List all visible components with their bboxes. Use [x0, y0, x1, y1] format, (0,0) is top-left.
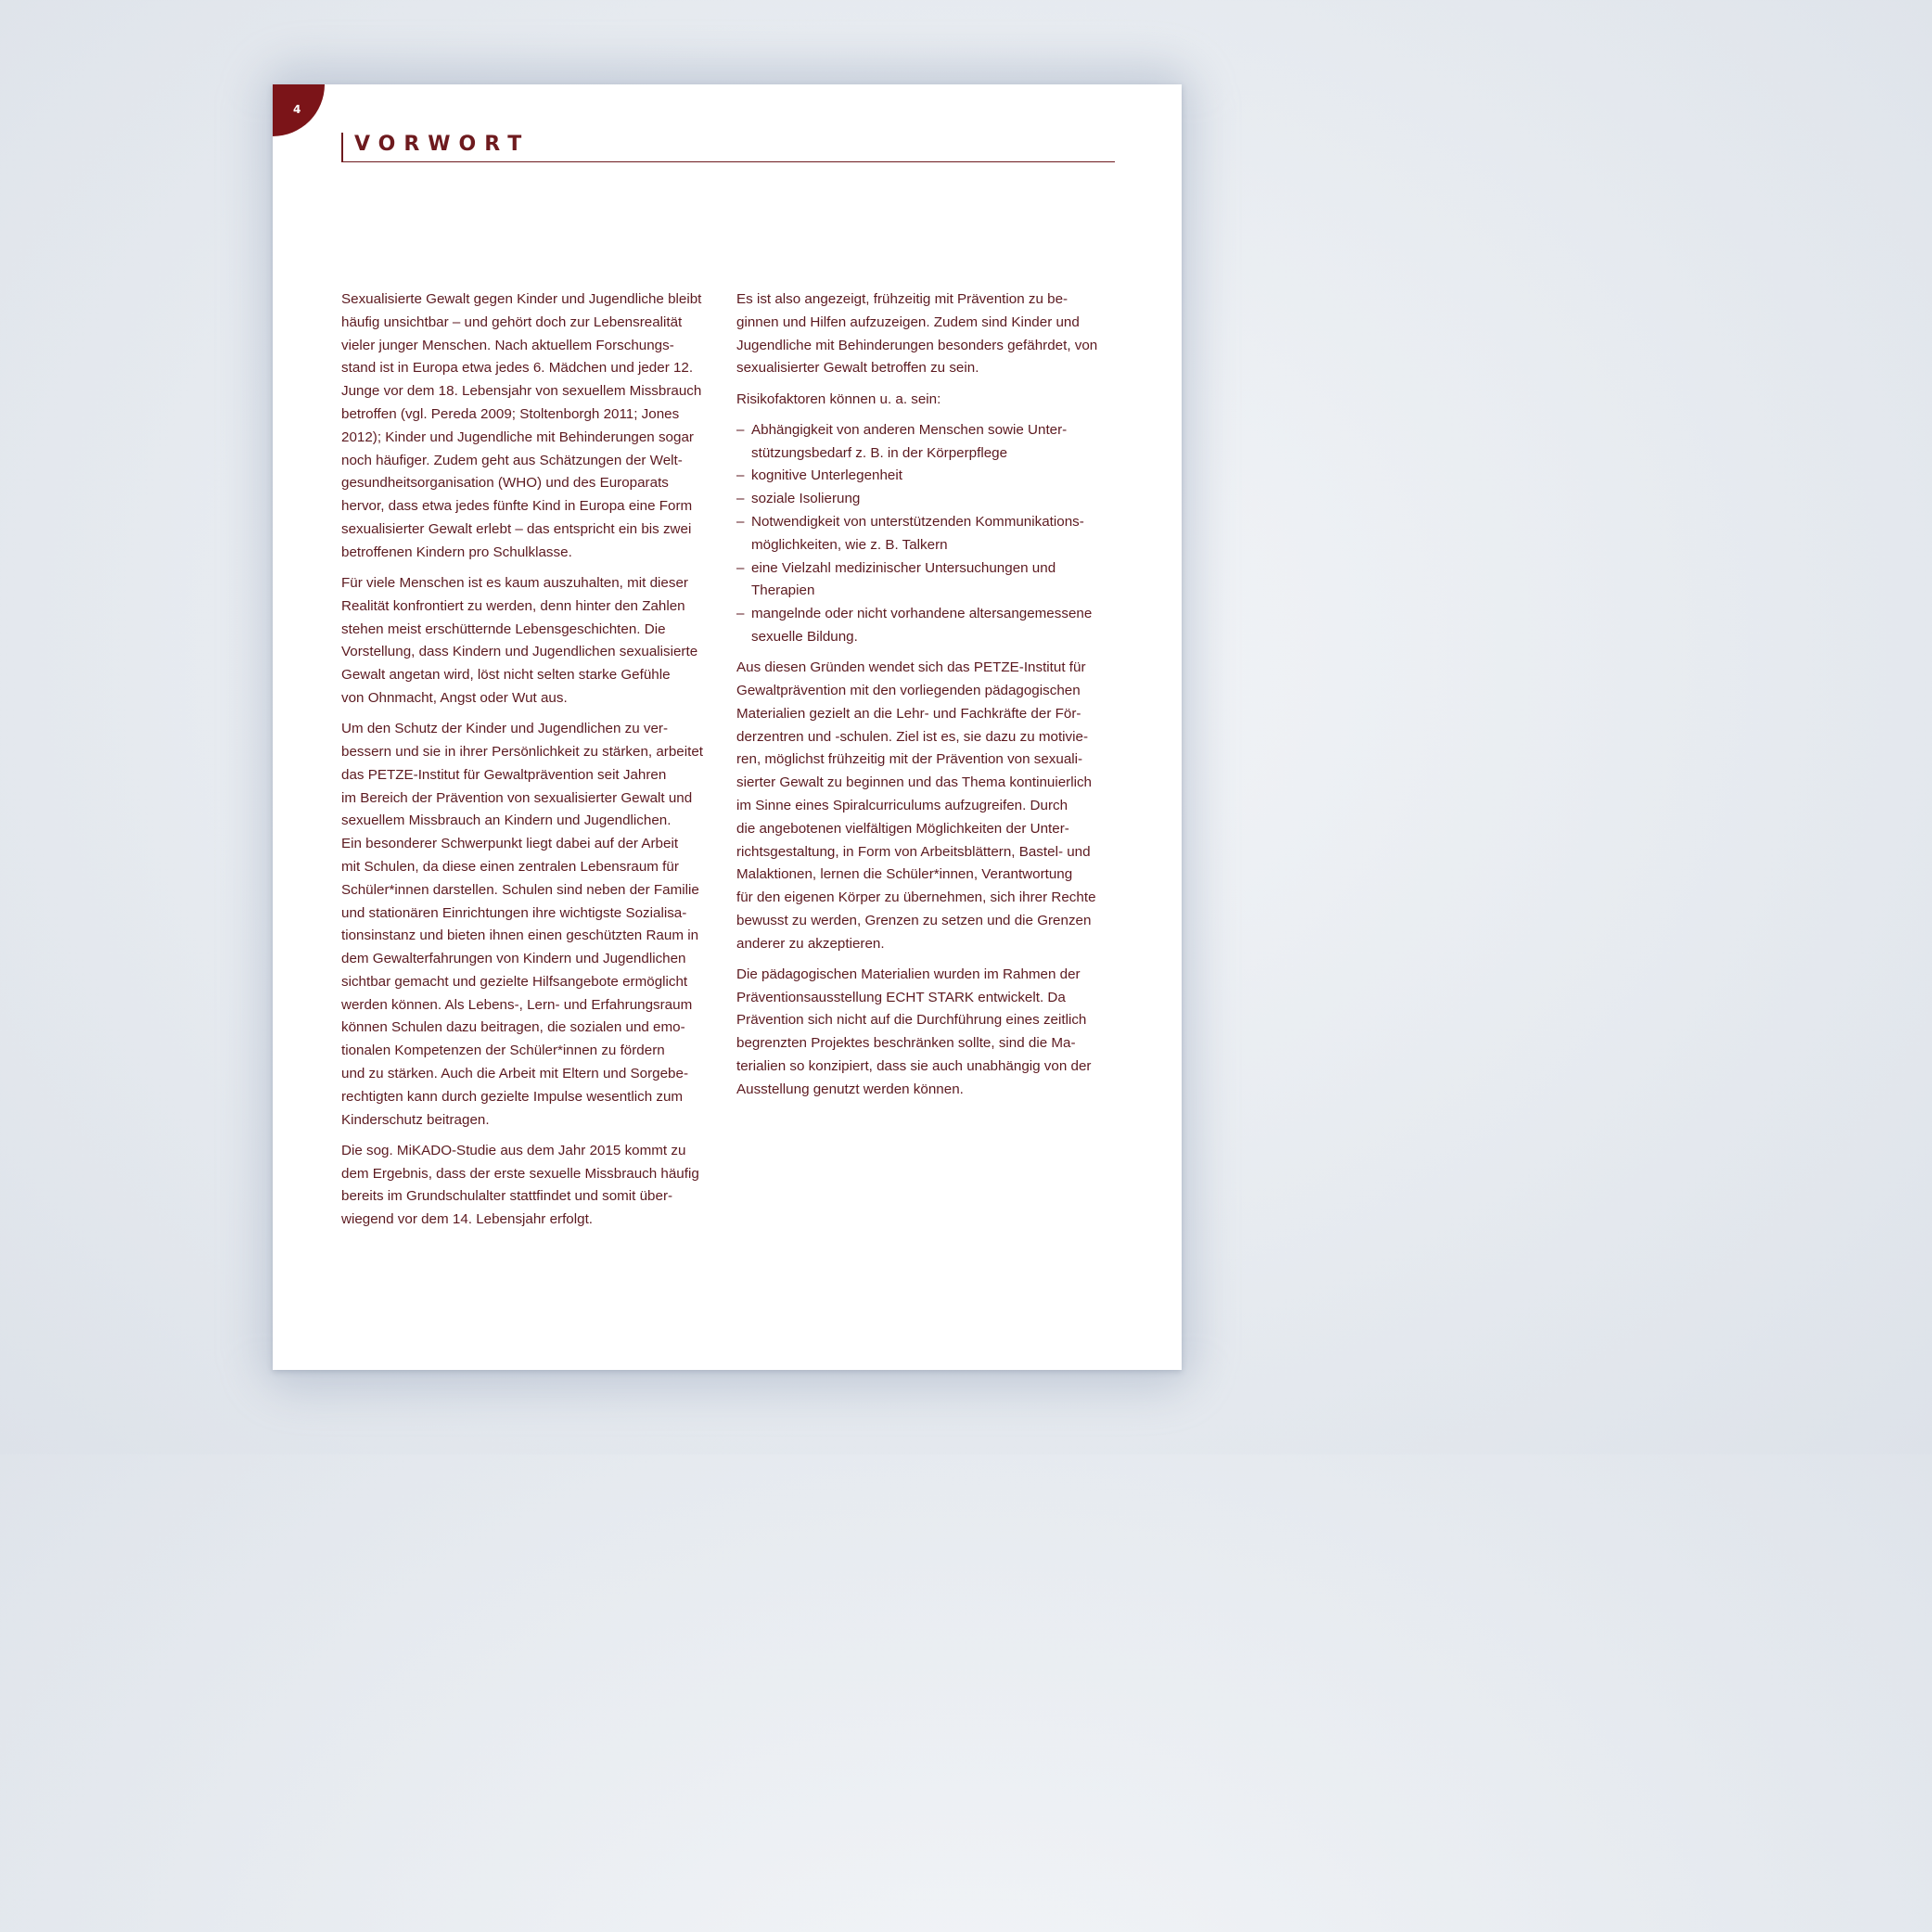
text-line: Ein besonderer Schwerpunkt liegt dabei auf der Arbeit — [341, 836, 679, 852]
paragraph — [736, 288, 1115, 380]
text-line: werden können. Als Lebens-, Lern- und Erfahrungsraum — [341, 996, 693, 1013]
text-line: häufig unsichtbar – und gehört doch zur Lebensrealität — [341, 313, 683, 330]
paragraph — [736, 964, 1115, 1102]
text-line: 2012); Kinder und Jugendliche mit Behinderungen sogar — [341, 429, 694, 445]
paragraph — [341, 1140, 720, 1232]
text-line: tionalen Kompetenzen der Schüler*innen zu fördern — [341, 1043, 665, 1059]
text-line: mit Schulen, da diese einen zentralen Lebensraum für — [341, 858, 679, 875]
text-line: noch häufiger. Zudem geht aus Schätzungen der Welt- — [341, 452, 683, 468]
text-line: Präventionsausstellung ECHT STARK entwickelt. Da — [736, 989, 1066, 1005]
text-line: im Bereich der Prävention von sexualisierter Gewalt und — [341, 789, 693, 806]
paragraph — [341, 572, 720, 710]
list-item — [736, 488, 1115, 511]
paragraph — [736, 389, 1115, 412]
page-title: VORWORT — [354, 133, 531, 156]
text-line: richtsgestaltung, in Form von Arbeitsblättern, Bastel- und — [736, 843, 1091, 860]
text-line: und stationären Einrichtungen ihre wichtigste Sozialisa- — [341, 904, 687, 921]
text-line: können Schulen dazu beitragen, die sozialen und emo- — [341, 1019, 685, 1036]
text-line: stützungsbedarf z. B. in der Körperpflege — [751, 444, 1008, 461]
text-line: möglichkeiten, wie z. B. Talkern — [751, 536, 948, 553]
text-line: sichtbar gemacht und gezielte Hilfsangebote ermöglicht — [341, 973, 688, 990]
text-line: die angebotenen vielfältigen Möglichkeiten der Unter- — [736, 820, 1069, 837]
text-line: stehen meist erschütternde Lebensgeschichten. Die — [341, 621, 666, 637]
text-line: Materialien gezielt an die Lehr- und Fachkräfte der För- — [736, 705, 1081, 722]
text-line: sexuellem Missbrauch an Kindern und Jugendlichen. — [341, 812, 672, 829]
text-line: im Sinne eines Spiralcurriculums aufzugreifen. Durch — [736, 797, 1068, 813]
text-line: wiegend vor dem 14. Lebensjahr erfolgt. — [341, 1211, 594, 1228]
text-line: Junge vor dem 18. Lebensjahr von sexuellem Missbrauch — [341, 383, 702, 400]
text-line: Therapien — [751, 582, 815, 599]
text-line: Malaktionen, lernen die Schüler*innen, Verantwortung — [736, 866, 1073, 883]
text-line: Realität konfrontiert zu werden, denn hinter den Zahlen — [341, 597, 685, 614]
text-line: vieler junger Menschen. Nach aktuellem Forschungs- — [341, 337, 674, 353]
text-line: – eine Vielzahl medizinischer Untersuchungen und — [751, 559, 1056, 576]
text-line: – mangelnde oder nicht vorhandene altersangemessene — [751, 606, 1093, 622]
text-line: anderer zu akzeptieren. — [736, 935, 885, 952]
text-line: Es ist also angezeigt, frühzeitig mit Prävention zu be- — [736, 291, 1068, 307]
text-line: betroffen (vgl. Pereda 2009; Stoltenborgh 2011; Jones — [341, 405, 680, 422]
text-line: bereits im Grundschulalter stattfindet und somit über- — [341, 1188, 673, 1205]
text-line: sexuelle Bildung. — [751, 628, 858, 645]
text-line: bessern und sie in ihrer Persönlichkeit zu stärken, arbeitet — [341, 743, 704, 760]
text-line: Die pädagogischen Materialien wurden im Rahmen der — [736, 966, 1081, 982]
list-item — [736, 465, 1115, 488]
text-line: – Notwendigkeit von unterstützenden Kommunikations- — [751, 513, 1084, 530]
text-line: terialien so konzipiert, dass sie auch unabhängig von der — [736, 1058, 1092, 1075]
text-line: hervor, dass etwa jedes fünfte Kind in Europa eine Form — [341, 498, 693, 515]
text-line: rechtigten kann durch gezielte Impulse wesentlich zum — [341, 1088, 684, 1105]
text-line: Gewalt angetan wird, löst nicht selten starke Gefühle — [341, 667, 671, 684]
text-line: ginnen und Hilfen aufzuzeigen. Zudem sind Kinder und — [736, 313, 1080, 330]
section-header — [341, 133, 1115, 162]
paragraph — [341, 718, 720, 1132]
page-corner-tab — [273, 84, 325, 136]
text-line: – kognitive Unterlegenheit — [751, 467, 902, 484]
text-line: derzentren und -schulen. Ziel ist es, sie dazu zu motivie- — [736, 728, 1089, 745]
text-line: Vorstellung, dass Kindern und Jugendlichen sexualisierte — [341, 644, 698, 660]
text-line: stand ist in Europa etwa jedes 6. Mädchen und jeder 12. — [341, 360, 694, 377]
text-line: Schüler*innen darstellen. Schulen sind neben der Familie — [341, 881, 699, 898]
text-line: Die sog. MiKADO-Studie aus dem Jahr 2015 kommt zu — [341, 1142, 686, 1158]
text-line: für den eigenen Körper zu übernehmen, sich ihrer Rechte — [736, 889, 1096, 906]
text-line: sexualisierter Gewalt betroffen zu sein. — [736, 360, 979, 377]
document-page — [273, 84, 1182, 1370]
text-line: Risikofaktoren können u. a. sein: — [736, 390, 941, 407]
text-line: sierter Gewalt zu beginnen und das Thema kontinuierlich — [736, 774, 1093, 791]
text-line: dem Gewalterfahrungen von Kindern und Jugendlichen — [341, 951, 686, 967]
text-line: Jugendliche mit Behinderungen besonders gefährdet, von — [736, 337, 1098, 353]
text-line: – soziale Isolierung — [751, 491, 861, 507]
text-line: und zu stärken. Auch die Arbeit mit Eltern und Sorgebe- — [341, 1066, 688, 1082]
text-line: von Ohnmacht, Angst oder Wut aus. — [341, 689, 568, 706]
text-line: Aus diesen Gründen wendet sich das PETZE-Institut für — [736, 659, 1086, 676]
paragraph — [736, 657, 1115, 955]
risk-factor-list — [736, 419, 1115, 649]
list-item — [736, 419, 1115, 466]
right-column — [736, 288, 1115, 1109]
text-line: Gewaltprävention mit den vorliegenden pädagogischen — [736, 682, 1081, 698]
text-line: ren, möglichst frühzeitig mit der Prävention von sexuali- — [736, 751, 1083, 768]
text-line: Prävention sich nicht auf die Durchführung eines zeitlich — [736, 1012, 1087, 1029]
text-line: Für viele Menschen ist es kaum auszuhalten, mit dieser — [341, 574, 688, 591]
text-line: tionsinstanz und bieten ihnen einen geschützten Raum in — [341, 928, 699, 944]
text-line: das PETZE-Institut für Gewaltprävention seit Jahren — [341, 766, 667, 783]
text-line: Ausstellung genutzt werden können. — [736, 1081, 964, 1097]
text-line: dem Ergebnis, dass der erste sexuelle Missbrauch häufig — [341, 1165, 699, 1182]
text-line: – Abhängigkeit von anderen Menschen sowie Unter- — [751, 421, 1068, 438]
text-line: begrenzten Projektes beschränken sollte, sind die Ma- — [736, 1035, 1076, 1052]
text-line: Um den Schutz der Kinder und Jugendlichen zu ver- — [341, 721, 669, 737]
paragraph — [341, 288, 720, 565]
list-item — [736, 557, 1115, 604]
text-line: gesundheitsorganisation (WHO) und des Europarats — [341, 475, 669, 492]
text-line: betroffenen Kindern pro Schulklasse. — [341, 544, 572, 560]
list-item — [736, 603, 1115, 649]
text-line: Sexualisierte Gewalt gegen Kinder und Jugendliche bleibt — [341, 291, 702, 307]
list-item — [736, 511, 1115, 557]
text-line: sexualisierter Gewalt erlebt – das entspricht ein bis zwei — [341, 520, 692, 537]
text-line: bewusst zu werden, Grenzen zu setzen und die Grenzen — [736, 912, 1092, 928]
left-column — [341, 288, 720, 1239]
page-number: 4 — [293, 103, 301, 116]
text-line: Kinderschutz beitragen. — [341, 1111, 490, 1128]
